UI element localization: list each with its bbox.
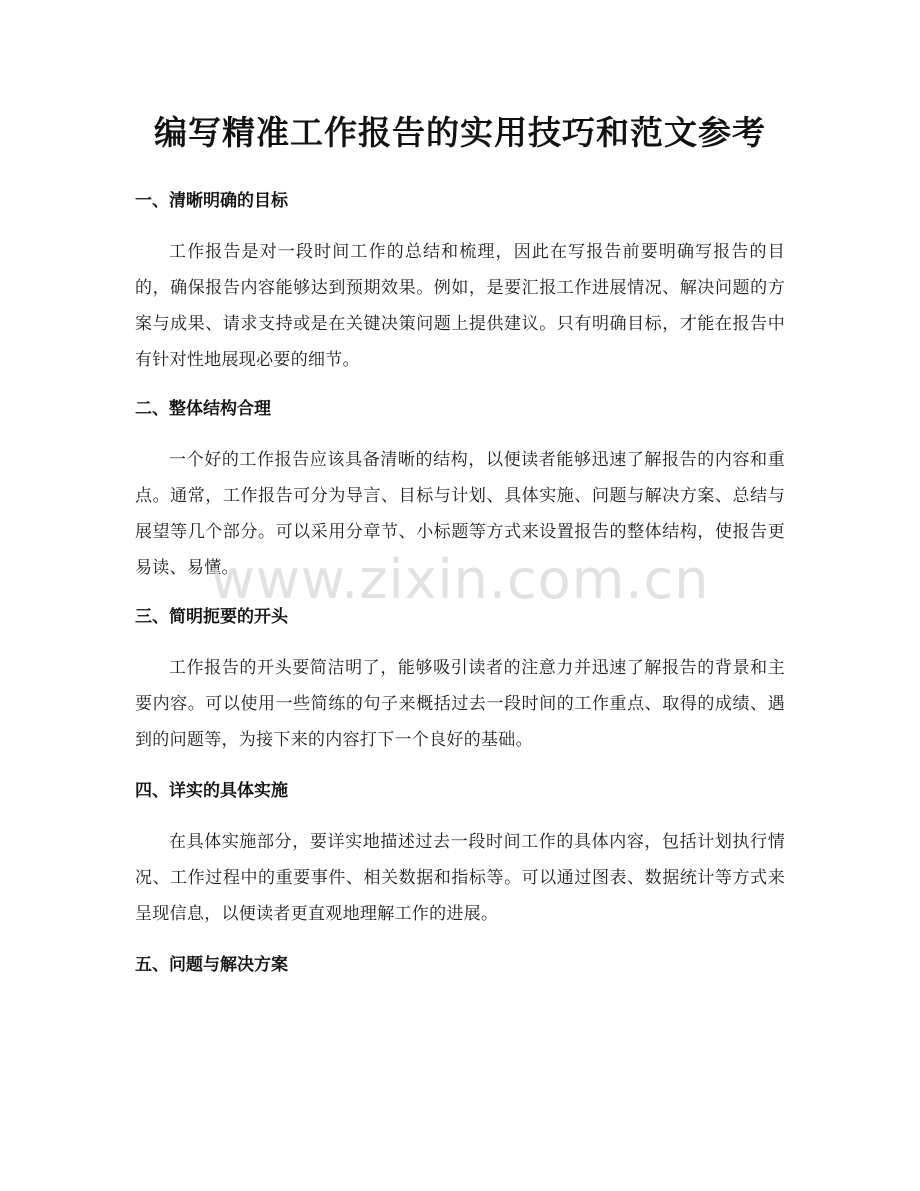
section-implementation: [135, 778, 785, 932]
section-structure: [135, 396, 785, 586]
section-heading: 三、简明扼要的开头: [135, 607, 288, 627]
section-paragraph: 工作报告的开头要简洁明了，能够吸引读者的注意力并迅速了解报告的背景和主要内容。可以使用一些简练的句子来概括过去一段时间的工作重点、取得的成绩、遇到的问题等，为接下来的内容打下一个良好的基础。: [135, 658, 785, 750]
section-heading: 四、详实的具体实施: [135, 781, 288, 801]
section-opening: [135, 604, 785, 758]
section-problems-solutions: [135, 952, 785, 978]
section-paragraph: 一个好的工作报告应该具备清晰的结构，以便读者能够迅速了解报告的内容和重点。通常，工作报告可分为导言、目标与计划、具体实施、问题与解决方案、总结与展望等几个部分。可以采用分章节、小标题等方式来设置报告的整体结构，使报告更易读、易懂。: [135, 450, 785, 578]
section-paragraph: 在具体实施部分，要详实地描述过去一段时间工作的具体内容，包括计划执行情况、工作过程中的重要事件、相关数据和指标等。可以通过图表、数据统计等方式来呈现信息，以便读者更直观地理解工作的进展。: [135, 832, 785, 924]
watermark: www.zixin.com.cn: [210, 548, 710, 611]
document-title: 编写精准工作报告的实用技巧和范文参考: [154, 113, 766, 152]
section-heading: 一、清晰明确的目标: [135, 191, 288, 211]
section-paragraph: 工作报告是对一段时间工作的总结和梳理，因此在写报告前要明确写报告的目的，确保报告内容能够达到预期效果。例如，是要汇报工作进展情况、解决问题的方案与成果、请求支持或是在关键决策问题上提供建议。只有明确目标，才能在报告中有针对性地展现必要的细节。: [135, 242, 785, 370]
section-heading: 五、问题与解决方案: [135, 955, 288, 975]
section-clear-goal: [135, 188, 785, 378]
section-heading: 二、整体结构合理: [135, 399, 271, 419]
